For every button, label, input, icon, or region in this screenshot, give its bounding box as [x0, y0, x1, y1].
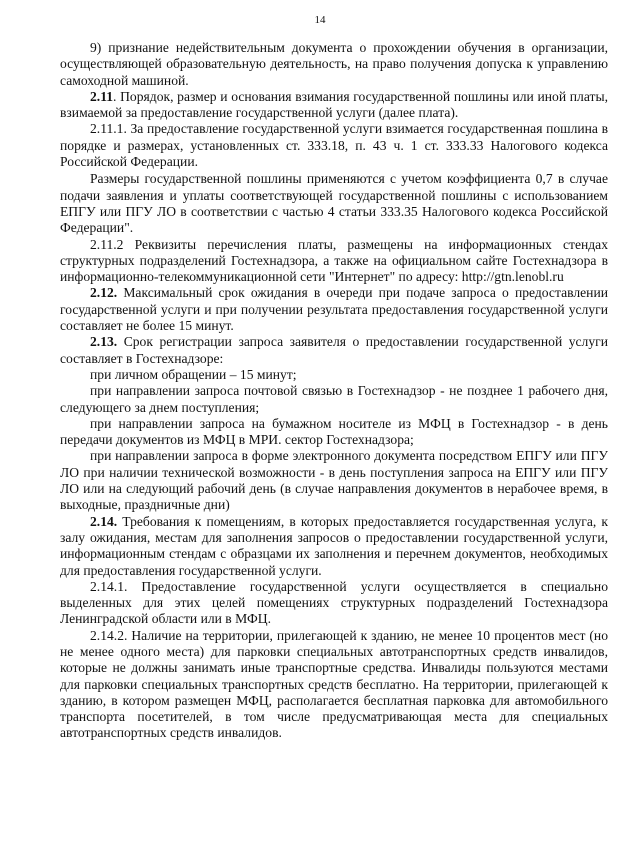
page-number: 14 — [314, 14, 326, 26]
paragraph-text: Требования к помещениям, в которых предоставляется государственная услуга, к залу ожидания, местам для заполнения запросов о предоставлении государственной услуги, информационным стендам с образцами их заполнения и перечнем документов, необходимых для предоставления государственной услуги. — [60, 513, 608, 578]
paragraph-text: 2.11.2 Реквизиты перечисления платы, размещены на информационных стендах структурных подразделений Гостехнадзора, а также на официальном сайте Гостехнадзора в информационно-телекоммуникационной сети "Интернет" по адресу: http://gtn.lenobl.ru — [60, 236, 608, 285]
section-2-13-paragraph — [60, 334, 608, 367]
section-number: 2.11 — [90, 88, 114, 104]
section-2-12-paragraph — [60, 285, 608, 334]
paragraph-text: 2.11.1. За предоставление государственной услуги взимается государственная пошлина в порядке и размерах, установленных ст. 333.18, п. 43 ч. 1 ст. 333.33 Налогового кодекса Российской Федерации. — [60, 121, 608, 170]
section-2-14-2-paragraph — [60, 628, 608, 742]
section-2-14-paragraph — [60, 514, 608, 579]
paper-mfc-item — [60, 416, 608, 449]
section-2-11-1-paragraph — [60, 121, 608, 170]
document-body — [60, 40, 608, 742]
paragraph-text: 2.14.1. Предоставление государственной услуги осуществляется в специально выделенных для этих целей помещениях структурных подразделений Гостехнадзора Ленинградской области или в МФЦ. — [60, 578, 608, 627]
paragraph-text: Размеры государственной пошлины применяются с учетом коэффициента 0,7 в случае подачи заявления и уплаты соответствующей государственной пошлины с использованием ЕПГУ или ПГУ ЛО в соответствии с частью 4 статьи 333.35 Налогового кодекса Российской Федерации". — [60, 171, 608, 236]
paragraph-text: при направлении запроса в форме электронного документа посредством ЕПГУ или ПГУ ЛО при наличии технической возможности - в день поступления запроса на ЕПГУ или ПГУ ЛО или на следующий рабочий день (в случае направления документов в нерабочее время, в выходные, праздничные дни) — [60, 448, 608, 513]
section-number: 2.14. — [90, 513, 118, 529]
paragraph-text: Срок регистрации запроса заявителя о предоставлении государственной услуги составляет в Гостехнадзоре: — [60, 334, 608, 366]
item-9-paragraph — [60, 40, 608, 89]
paragraph-text: при направлении запроса на бумажном носителе из МФЦ в Гостехнадзор - в день передачи документов из МФЦ в МРИ. сектор Гостехнадзора; — [60, 415, 608, 448]
paragraph-text: 2.14.2. Наличие на территории, прилегающей к зданию, не менее 10 процентов мест (но не менее одного места) для парковки специальных автотранспортных средств инвалидов, которые не должны занимать иные транспортные средства. Инвалиды пользуются местами для парковки специальных транспортных средств бесплатно. На территории, прилегающей к зданию, в котором размещен МФЦ, располагается бесплатная парковка для автомобильного транспорта посетителей, в том числе предусматривающая места для специальных автотранспортных средств инвалидов. — [60, 627, 608, 741]
section-2-11-2-paragraph — [60, 237, 608, 286]
paragraph-text: 9) признание недействительным документа о прохождении обучения в организации, осуществляющей образовательную деятельность, на право получения допуска к управлению самоходной машиной. — [60, 40, 608, 88]
section-2-14-1-paragraph — [60, 579, 608, 628]
electronic-item — [60, 448, 608, 513]
coefficient-paragraph — [60, 171, 608, 236]
section-number: 2.13. — [90, 334, 118, 350]
paragraph-text: Максимальный срок ожидания в очереди при подаче запроса о предоставлении государственной услуги и при получении результата предоставления государственной услуги составляет не более 15 минут. — [60, 285, 608, 334]
paragraph-text: при направлении запроса почтовой связью в Гостехнадзор - не позднее 1 рабочего дня, следующего за днем поступления; — [60, 383, 608, 415]
section-2-11-heading — [60, 89, 608, 122]
paragraph-text: . Порядок, размер и основания взимания государственной пошлины или иной платы, взимаемой за предоставление государственной услуги (далее плата). — [60, 88, 608, 121]
postal-item — [60, 383, 608, 416]
personal-visit-item — [60, 367, 608, 383]
paragraph-text: при личном обращении – 15 минут; — [90, 366, 297, 382]
section-number: 2.12. — [90, 285, 118, 301]
